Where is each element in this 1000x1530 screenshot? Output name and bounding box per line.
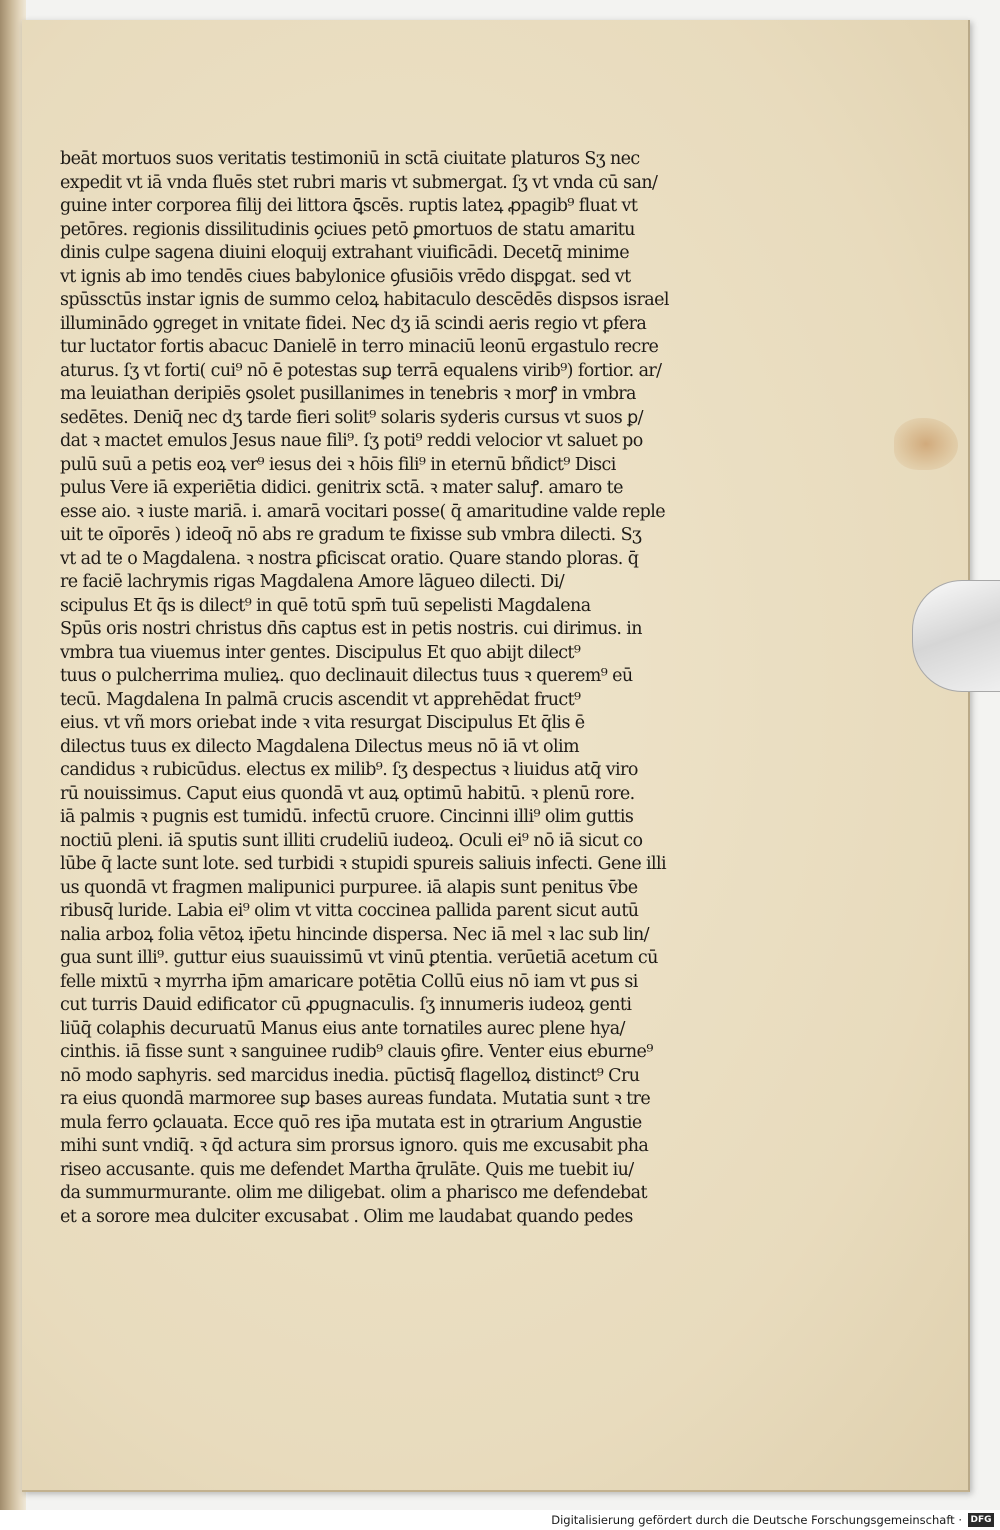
text-line: esse aio. ꝛ iuste mariā. i. amarā vocitari posse( q̄ amaritudine valde reple — [60, 501, 666, 522]
text-line: lūbe q̄ lacte sunt lote. sed turbidi ꝛ stupidi spureis saliuis infecti. Gene illi — [60, 854, 667, 874]
text-line: uit te oīporēs ) ideoq̄ nō abs re gradum te fixisse sub vmbra dilecti. Sʒ — [60, 525, 642, 545]
text-line: ribusq̄ luride. Labia ei⁹ olim vt vitta coccinea pallida parent sicut autū — [60, 901, 639, 921]
text-line: beāt mortuos suos veritatis testimoniū in sctā ciuitate platuros Sʒ nec — [60, 149, 640, 169]
text-line: liūq̄ colaphis decuruatū Manus eius ante tornatiles aurec plene hya/ — [60, 1018, 625, 1039]
text-line: pulus Vere iā experiētia didici. genitrix sctā. ꝛ mater saluꝭ. amaro te — [60, 478, 623, 498]
text-line: us quondā vt fragmen malipunici purpuree. iā alapis sunt penitus v̄be — [60, 877, 638, 898]
text-line: tecū. Magdalena In palmā crucis ascendit vt apprehēdat fruct⁹ — [60, 689, 581, 710]
text-line: nalia arboꝝ folia vētoꝝ ip̄etu hincinde dispersa. Nec iā mel ꝛ lac sub lin/ — [60, 924, 649, 945]
paper-stain — [894, 418, 958, 470]
text-line: eius. vt vñ mors oriebat inde ꝛ vita resurgat Discipulus Et q̄lis ē — [60, 713, 585, 733]
page-clip — [912, 580, 1000, 692]
text-line: vmbra tua viuemus inter gentes. Discipulus Et quo abijt dilect⁹ — [60, 642, 581, 663]
text-line: expedit vt iā vnda fluēs stet rubri maris vt submergat. ſʒ vt vnda cū san/ — [60, 172, 658, 193]
text-line: cinthis. iā fisse sunt ꝛ sanguinee rudib⁹ clauis ꝯfire. Venter eius eburne⁹ — [60, 1042, 653, 1062]
footer-bar — [0, 1510, 1000, 1530]
text-line: vt ad te o Magdalena. ꝛ nostra ꝑficiscat oratio. Quare stando ploras. q̄ — [60, 548, 639, 569]
text-line: tur luctator fortis abacuc Danielē in terro minaciū leonū ergastulo recre — [60, 337, 659, 357]
text-line: felle mixtū ꝛ myrrha ip̄m amaricare potētia Collū eius nō iam vt ꝑus si — [60, 971, 638, 992]
text-line: Spūs oris nostri christus dn̄s captus est in petis nostris. cui dirimus. in — [60, 619, 642, 639]
text-line: nō modo saphyris. sed marcidus inedia. pūctisq̄ flagelloꝝ distinct⁹ Cru — [60, 1065, 640, 1086]
text-line: ra eius quondā marmoree suꝑ bases aureas fundata. Mutatia sunt ꝛ tre — [60, 1089, 651, 1109]
funding-credit: Digitalisierung gefördert durch die Deutsche Forschungsgemeinschaft · — [551, 1513, 962, 1527]
text-line: mula ferro ꝯclauata. Ecce quō res ip̄a mutata est in ꝯtrarium Angustie — [60, 1112, 642, 1133]
text-line: gua sunt illi⁹. guttur eius suauissimū vt vinū ꝑtentia. verūetiā acetum cū — [60, 948, 658, 968]
text-line: candidus ꝛ rubicūdus. electus ex milib⁹. ſʒ despectus ꝛ liuidus atq̄ viro — [60, 760, 638, 780]
text-line: mihi sunt vndiq̄. ꝛ q̄d actura sim prorsus ignoro. quis me excusabit pha — [60, 1136, 649, 1156]
text-line: re faciē lachrymis rigas Magdalena Amore lāgueo dilecti. Di/ — [60, 572, 564, 592]
text-line: guine inter corporea filij dei littora ꝗ̄scēs. ruptis lateꝝ ꝓpagib⁹ fluat vt — [60, 196, 638, 216]
text-line: dinis culpe sagena diuini eloquij extrahant viuificādi. Decetq̄ minime — [60, 243, 630, 263]
text-line: riseo accusante. quis me defendet Martha q̄rulāte. Quis me tuebit iu/ — [60, 1159, 634, 1180]
text-line: iā palmis ꝛ pugnis est tumidū. infectū cruore. Cincinni illi⁹ olim guttis — [60, 807, 634, 827]
text-line: illuminādo ꝯgreget in vnitate fidei. Nec dʒ iā scindi aeris regio vt ꝑfera — [60, 313, 647, 334]
text-line: scipulus Et q̄s is dilect⁹ in quē totū spm̄ tuū sepelisti Magdalena — [60, 595, 591, 616]
text-line: et a sorore mea dulciter excusabat . Olim me laudabat quando pedes — [60, 1206, 633, 1227]
text-line: tuus o pulcherrima mulieꝝ. quo declinauit dilectus tuus ꝛ querem⁹ eū — [60, 666, 633, 686]
text-line: noctiū pleni. iā sputis sunt illiti crudeliū iudeoꝝ. Oculi ei⁹ nō iā sicut co — [60, 830, 643, 851]
text-line: sedētes. Deniq̄ nec dʒ tarde fieri solit⁹ solaris syderis cursus vt suos ꝑ/ — [60, 407, 643, 428]
text-line: pulū suū a petis eoꝝ ver⁹ iesus dei ꝛ hōis fili⁹ in eternū bñdict⁹ Disci — [60, 454, 616, 475]
text-line: cut turris Dauid edificator cū ꝓpugnaculis. ſʒ innumeris iudeoꝝ genti — [60, 995, 632, 1015]
text-line: dat ꝛ mactet emulos Jesus naue fili⁹. ſʒ poti⁹ reddi velocior vt saluet po — [60, 431, 643, 451]
text-line: spūssctūs instar ignis de summo celoꝝ habitaculo descēdēs dispsos israel — [60, 290, 669, 310]
page-text-block — [60, 148, 770, 1229]
text-line: da summurmurante. olim me diligebat. olim a pharisco me defendebat — [60, 1183, 647, 1203]
text-line: petōres. regionis dissilitudinis ꝯciues petō ꝑmortuos de statu amaritu — [60, 219, 635, 240]
text-line: rū nouissimus. Caput eius quondā vt auꝝ optimū habitū. ꝛ plenū rore. — [60, 783, 635, 804]
text-line: aturus. ſʒ vt forti( cui⁹ nō ē potestas suꝑ terrā equalens virib⁹) fortior. ar/ — [60, 360, 662, 381]
text-line: vt ignis ab imo tendēs ciues babylonice ꝯfusiōis vrēdo disꝑgat. sed vt — [60, 266, 631, 287]
dfg-logo: DFG — [968, 1513, 994, 1527]
text-line: ma leuiathan deripiēs ꝯsolet pusillanimes in tenebris ꝛ morꝭ in vmbra — [60, 384, 636, 404]
text-line: dilectus tuus ex dilecto Magdalena Dilectus meus nō iā vt olim — [60, 736, 579, 757]
